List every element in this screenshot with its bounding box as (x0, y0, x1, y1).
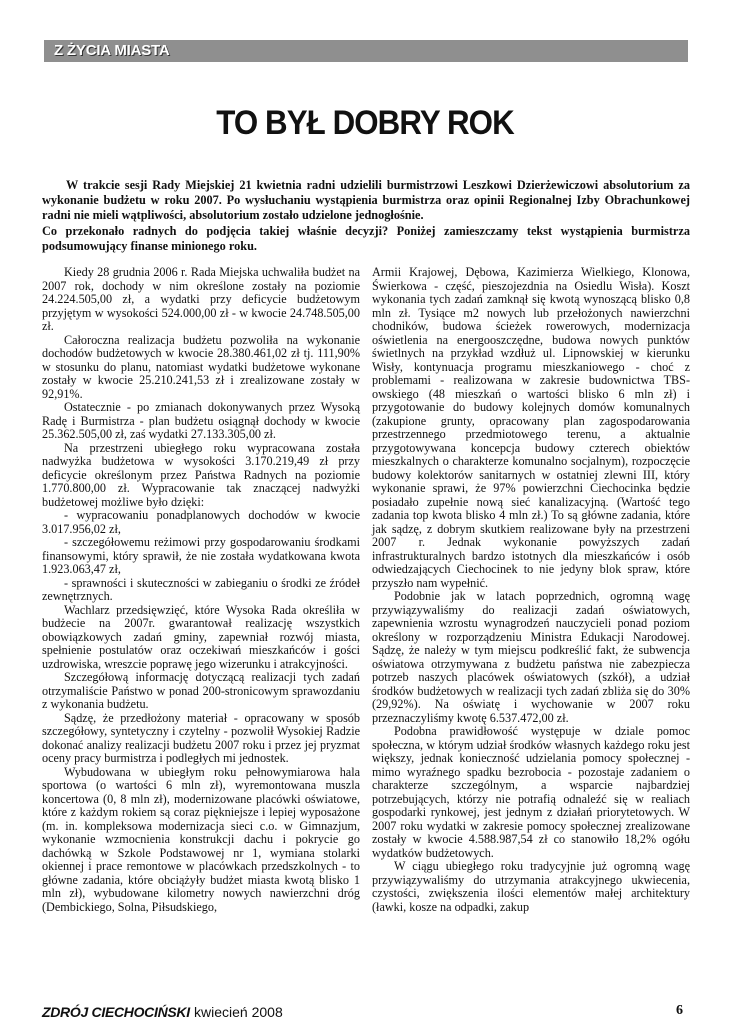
body-paragraph: Całoroczna realizacja budżetu pozwoliła na wykonanie dochodów budżetowych w kwocie 28.380.461,02 zł tj. 111,90% w stosunku do planu, natomiast wydatki budżetowe wykonane zostały w kwocie 25.210.241,53 zł i zrealizowane zostały w 92,91%. (42, 332, 360, 401)
body-paragraph: Podobna prawidłowość występuje w dziale pomoc społeczna, w którym udział środków własnych każdego roku jest większy, jednak konieczność udzielania pomocy społecznej - mimo wyraźnego spadku bezrobocia - pozostaje zadaniem o charakterze szczególnym, a wsparcie najbardziej potrzebujących, którzy nie potrafią odnaleźć się w realiach gospodarki rynkowej, jest jednym z działań priorytetowych. W 2007 roku wydatki w zakresie pomocy społecznej zrealizowane zostały w kwocie 4.588.987,54 zł co stanowiło 18,2% ogółu wydatków budżetowych. (372, 724, 690, 860)
lead-paragraph: W trakcie sesji Rady Miejskiej 21 kwietnia radni udzielili burmistrzowi Leszkowi Dzierżewiczowi absolutorium za wykonanie budżetu w roku 2007. Po wysłuchaniu wystąpienia burmistrza oraz opinii Regionalnej Izby Obrachunkowej radni nie mieli wątpliwości, absolutorium zostało udzielone jednogłośnie. (42, 178, 690, 223)
body-paragraph: Ostatecznie - po zmianach dokonywanych przez Wysoką Radę i Burmistrza - plan budżetu osiągnął dochody w kwocie 25.362.505,00 zł, zaś wydatki 27.133.305,00 zł. (42, 400, 360, 441)
publication-name: ZDRÓJ CIECHOCIŃSKI (42, 1004, 190, 1020)
section-label: Z ŻYCIA MIASTA (54, 42, 170, 59)
body-list-item: - wypracowaniu ponadplanowych dochodów w kwocie 3.017.956,02 zł, (42, 508, 360, 536)
body-paragraph: W ciągu ubiegłego roku tradycyjnie już ogromną wagę przywiązywaliśmy do utrzymania atrakcyjnego ukwiecenia, czystości, zwiększenia ilości elementów małej architektury (ławki, kosze na odpadki, zakup (372, 859, 690, 914)
body-paragraph: Wybudowana w ubiegłym roku pełnowymiarowa hala sportowa (o wartości 6 mln zł), wyremontowana muszla koncertowa (0, 8 mln zł), modernizowane placówki oświatowe, które z każdym rokiem są coraz piękniejsze i lepiej wyposażone (m. in. kompleksowa modernizacja sieci c.o. w Gimnazjum, wykonanie wzmocnienia konstrukcji dachu i pokrycie go dachówką w Szkole Podstawowej nr 1, wymiana stolarki okiennej i prace remontowe w placówkach przedszkolnych - to główne zadania, które obciążyły budżet miasta kwotą blisko 1 mln zł), wybudowane kilometry nowych nawierzchni dróg (Dembickiego, Solna, Piłsudskiego, (42, 764, 360, 914)
body-paragraph: Armii Krajowej, Dębowa, Kazimierza Wielkiego, Klonowa, Świerkowa - część, pieszojezdnia na Osiedlu Wisła). Koszt wykonania tych zadań zamknął się kwotą wynoszącą blisko 0,8 mln zł. Tysiące m2 nowych lub przełożonych nawierzchni chodników, budowa ścieżek rowerowych, modernizacja oświetlenia na energooszczędne, budowa nowych punktów świetlnych na przykład wzdłuż ul. Lipnowskiej w kierunku Wisły, kontynuacja programu mieszkaniowego - choć z problemami - realizowana w zakresie budownictwa TBS-owskiego (48 mieszkań o wartości blisko 6 mln zł) i przygotowanie do budowy kolejnych domów komunalnych (zakupione grunty, opracowany plan zagospodarowania przestrzennego przedmiotowego terenu, a aktualnie przygotowywana koncepcja budowy czterech obiektów mieszkalnych o charakterze komunalno socjalnym), rozpoczęcie budowy kolektorów sanitarnych w ostatniej zlewni III, który wykonanie sprawi, że 97% powierzchni Ciechocinka będzie posiadało zupełnie nową sieć kanalizacyjną. (Wartość tego zadania top kwota blisko 4 mln zł.) To są główne zadania, które jak sądzę, z dobrym skutkiem realizowane były na przestrzeni 2007 r. Jednak wykonanie powyższych zadań infrastrukturalnych bardzo istotnych dla mieszkańców i osób odwiedzających Ciechocinek to nie jedyny blok spraw, które przyszło nam wypełnić. (372, 265, 690, 590)
body-paragraph: Szczegółową informację dotyczącą realizacji tych zadań otrzymaliście Państwo w ponad 200-stronicowym sprawozdaniu z wykonania budżetu. (42, 670, 360, 711)
body-paragraph: Kiedy 28 grudnia 2006 r. Rada Miejska uchwaliła budżet na 2007 rok, dochody w nim określone zostały na poziomie 24.224.505,00 zł, a wydatki przy deficycie budżetowym przyjętym w wysokości 524.000,00 zł - w kwocie 24.748.505,00 zł. (42, 265, 360, 333)
body-column-left (42, 266, 360, 914)
body-paragraph: Podobnie jak w latach poprzednich, ogromną wagę przywiązywaliśmy do realizacji zadań oświatowych, zapewnienia wzrostu wynagrodzeń nauczycieli ponad poziom określony w rozporządzeniu Ministra Edukacji Narodowej. Sądzę, że należy w tym miejscu podkreślić fakt, że subwencja oświatowa otrzymywana z budżetu państwa nie zabezpiecza potrzeb naszych placówek oświatowych (szkół), a udział środków budżetowych w realizacji tych zadań zbliża się do 30% (29,92%). Na oświatę i wychowanie w 2007 roku przeznaczyliśmy kwotę 6.537.472,00 zł. (372, 589, 690, 725)
issue-date: kwiecień 2008 (194, 1004, 283, 1020)
body-list-item: - sprawności i skuteczności w zabieganiu o środki ze źródeł zewnętrznych. (42, 575, 360, 603)
body-paragraph: Na przestrzeni ubiegłego roku wypracowana została nadwyżka budżetowa w wysokości 3.170.219,49 zł przy deficycie określonym przez Państwa Radnych na poziomie 1.770.800,00 zł. Wypracowanie tak znaczącej nadwyżki budżetowej możliwe było dzięki: (42, 440, 360, 509)
body-list-item: - szczegółowemu reżimowi przy gospodarowaniu środkami finansowymi, który sprawił, że nie została wydatkowana kwota 1.923.063,47 zł, (42, 535, 360, 576)
section-header-bar (44, 40, 688, 62)
page-number: 6 (676, 1003, 683, 1018)
body-paragraph: Sądzę, że przedłożony materiał - opracowany w sposób szczegółowy, syntetyczny i czytelny - pozwolił Wysokiej Radzie dokonać analizy realizacji budżetu 2007 roku i przez jej pryzmat oceny pracy burmistrza i podległych mi jednostek. (42, 710, 360, 765)
article-headline: TO BYŁ DOBRY ROK (216, 104, 514, 142)
lead-paragraph: Co przekonało radnych do podjęcia takiej właśnie decyzji? Poniżej zamieszczamy tekst wystąpienia burmistrza podsumowujący finanse minionego roku. (42, 223, 690, 253)
body-column-right (372, 266, 690, 914)
article-lead (42, 178, 690, 254)
body-paragraph: Wachlarz przedsięwzięć, które Wysoka Rada określiła w budżecie na 2007r. gwarantował realizację wszystkich obowiązkowych zadań gminy, zapewniał rozwój miasta, spełnienie postulatów oraz oczekiwań mieszkańców i gości uzdrowiska, wreszcie poprawę jego wizerunku i atrakcyjności. (42, 602, 360, 671)
